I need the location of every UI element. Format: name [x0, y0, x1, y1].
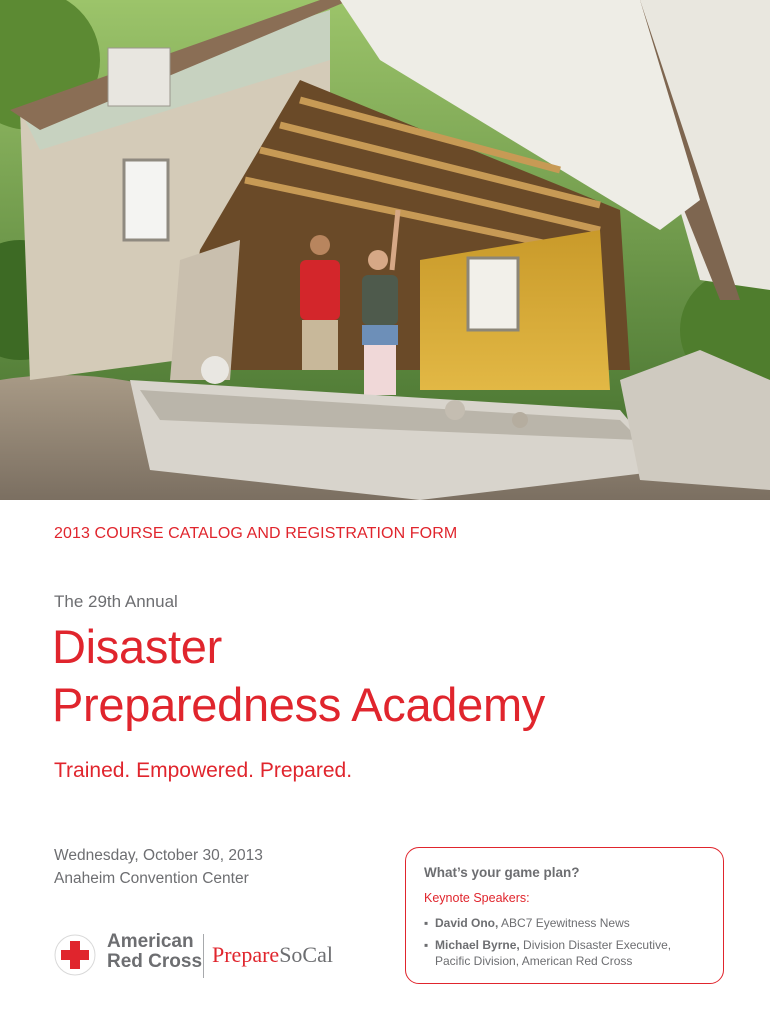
red-cross-icon — [54, 934, 96, 976]
arc-line-2: Red Cross — [107, 951, 203, 972]
edition-label: The 29th Annual — [54, 592, 178, 611]
speaker-item — [424, 915, 671, 931]
page-title — [52, 618, 545, 734]
event-venue: Anaheim Convention Center — [54, 870, 249, 887]
speaker-name: David Ono, — [435, 916, 499, 930]
arc-line-1: American — [107, 931, 194, 952]
keynote-heading: What’s your game plan? — [424, 865, 580, 880]
bullet-icon: ▪ — [424, 916, 429, 930]
speaker-role-continued: Pacific Division, American Red Cross — [435, 954, 633, 968]
catalog-subtitle: 2013 COURSE CATALOG AND REGISTRATION FORM — [54, 525, 458, 542]
speaker-item — [424, 937, 671, 969]
title-line-1: Disaster — [52, 620, 222, 673]
keynote-subheading: Keynote Speakers: — [424, 891, 530, 905]
socal-text: SoCal — [279, 942, 333, 967]
speaker-name: Michael Byrne, — [435, 938, 520, 952]
organization-logo — [54, 930, 354, 982]
speaker-role: ABC7 Eyewitness News — [501, 916, 630, 930]
prepare-text: Prepare — [212, 942, 280, 967]
tagline: Trained. Empowered. Prepared. — [54, 759, 353, 782]
event-date: Wednesday, October 30, 2013 — [54, 847, 263, 864]
collapsed-house-illustration — [0, 0, 770, 500]
prepare-socal-wordmark — [212, 942, 333, 968]
hero-photo — [0, 0, 770, 500]
bullet-icon: ▪ — [424, 938, 429, 952]
speaker-role: Division Disaster Executive, — [523, 938, 672, 952]
speaker-list — [424, 915, 671, 975]
logo-divider — [203, 934, 204, 978]
keynote-box — [405, 847, 724, 984]
title-line-2: Preparedness Academy — [52, 678, 546, 731]
american-red-cross-wordmark — [107, 932, 202, 972]
event-info — [54, 844, 263, 890]
